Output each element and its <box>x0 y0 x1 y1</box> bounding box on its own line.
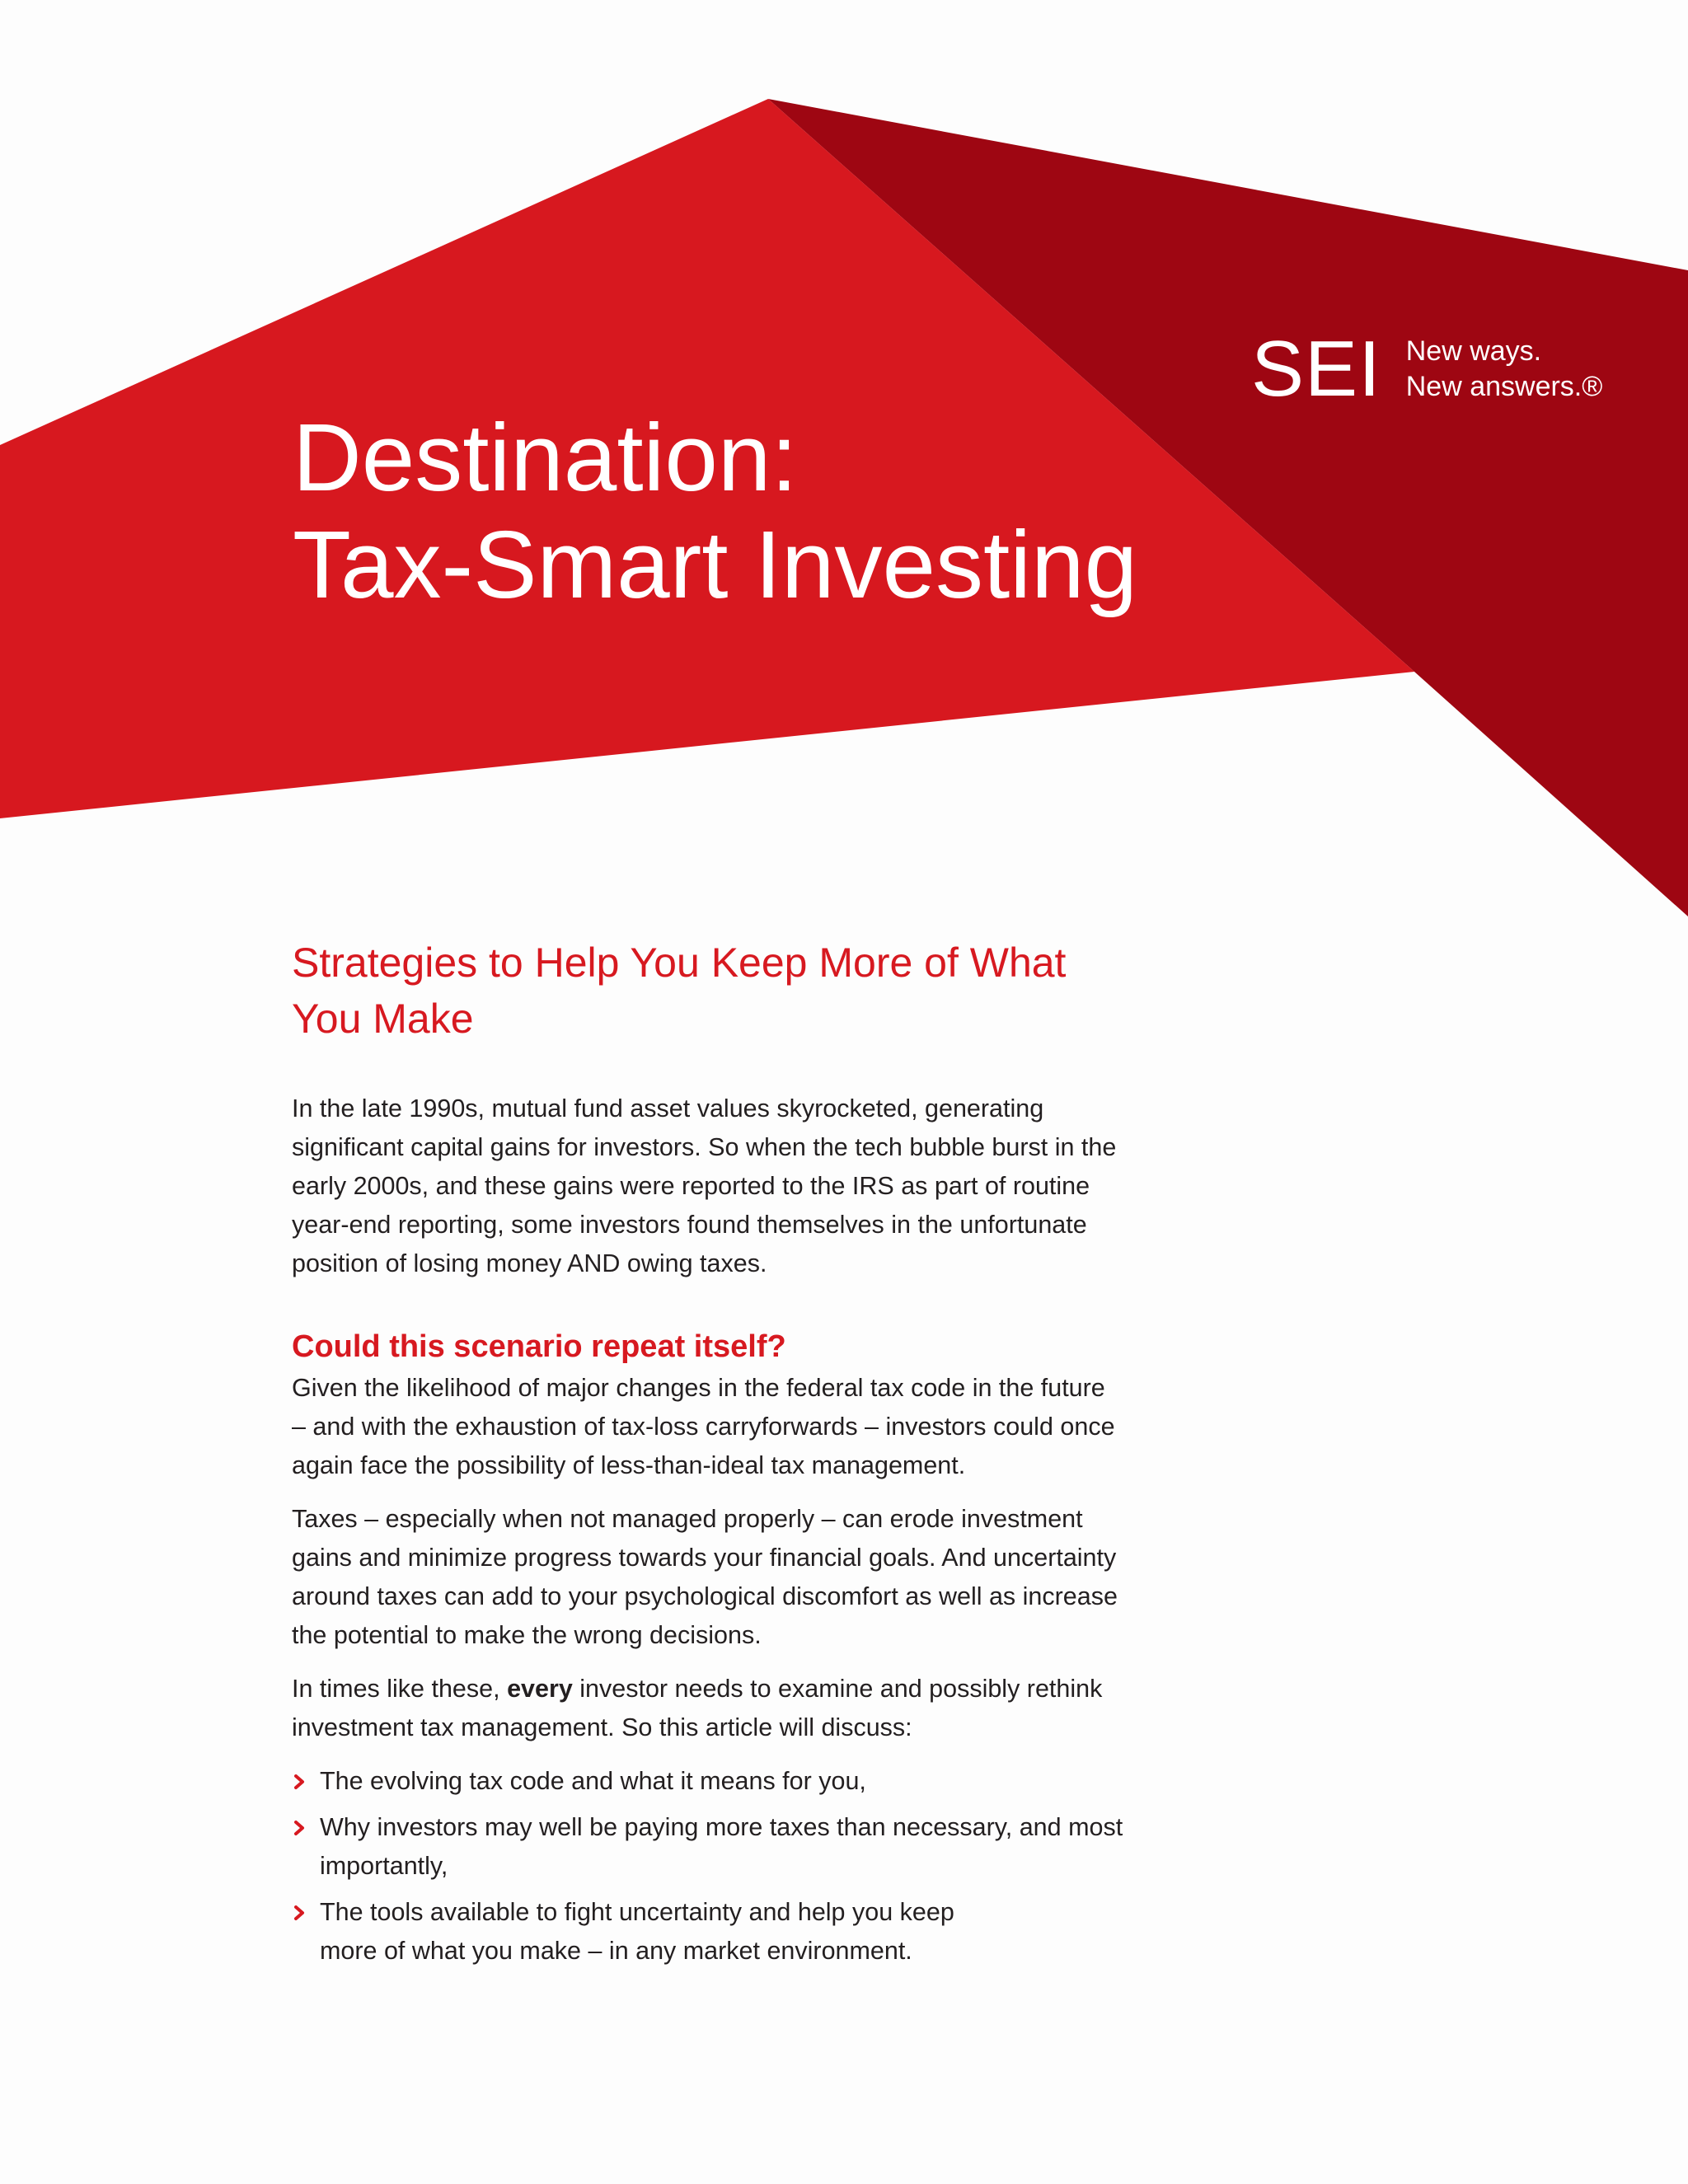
text-line: Taxes – especially when not managed properly – can erode investment <box>292 1505 1083 1533</box>
text-line: significant capital gains for investors. So when the tech bubble burst in the <box>292 1133 1117 1161</box>
chevron-right-icon <box>292 1762 308 1801</box>
article-subtitle-line-2: You Make <box>292 996 474 1042</box>
page-title-line-1: Destination: <box>293 404 798 511</box>
text-line: early 2000s, and these gains were reported to the IRS as part of routine <box>292 1172 1090 1200</box>
list-item-text: The tools available to fight uncertainty and help you keep <box>320 1898 954 1926</box>
article-subtitle <box>292 935 1198 1047</box>
logo-tagline-line-1: New ways. <box>1405 335 1542 367</box>
list-item <box>292 1762 1198 1801</box>
chevron-right-icon <box>292 1808 308 1847</box>
text-line: position of losing money AND owing taxes. <box>292 1249 767 1277</box>
section-paragraph-2 <box>292 1500 1198 1655</box>
text-line: year-end reporting, some investors found themselves in the unfortunate <box>292 1211 1087 1239</box>
logo-wordmark: SEI <box>1251 325 1381 413</box>
emphasis-text: every <box>507 1675 573 1703</box>
page-title-line-2: Tax-Smart Investing <box>293 511 1138 618</box>
text-segment: In times like these, <box>292 1675 508 1703</box>
text-line: again face the possibility of less-than-ideal tax management. <box>292 1451 966 1479</box>
sei-logo <box>1251 325 1603 413</box>
logo-tagline-line-2: New answers.® <box>1405 371 1603 402</box>
article-body <box>292 935 1198 1978</box>
text-line: gains and minimize progress towards your financial goals. And uncertainty <box>292 1544 1117 1572</box>
text-line: investment tax management. So this article will discuss: <box>292 1713 912 1741</box>
list-item <box>292 1893 1198 1971</box>
text-segment: investor needs to examine and possibly rethink <box>572 1675 1103 1703</box>
topics-list <box>292 1762 1198 1971</box>
article-subtitle-line-1: Strategies to Help You Keep More of What <box>292 940 1067 986</box>
intro-paragraph <box>292 1090 1198 1283</box>
text-line <box>292 1670 1198 1708</box>
list-item-text: The evolving tax code and what it means for you, <box>320 1767 866 1795</box>
text-line: the potential to make the wrong decisions. <box>292 1621 762 1649</box>
list-item <box>292 1808 1198 1886</box>
list-item-text: Why investors may well be paying more taxes than necessary, and most <box>320 1813 1123 1841</box>
section-paragraph-1 <box>292 1369 1198 1485</box>
text-line: In the late 1990s, mutual fund asset values skyrocketed, generating <box>292 1094 1044 1122</box>
text-line: Given the likelihood of major changes in the federal tax code in the future <box>292 1374 1105 1402</box>
text-line: – and with the exhaustion of tax-loss carryforwards – investors could once <box>292 1413 1115 1441</box>
chevron-right-icon <box>292 1893 308 1932</box>
logo-tagline <box>1406 334 1603 405</box>
list-item-text: more of what you make – in any market environment. <box>320 1937 912 1965</box>
section-paragraph-3 <box>292 1670 1198 1747</box>
text-line: around taxes can add to your psychological discomfort as well as increase <box>292 1582 1118 1610</box>
list-item-text: importantly, <box>320 1852 448 1880</box>
page-title <box>293 404 1137 618</box>
section-heading: Could this scenario repeat itself? <box>292 1329 786 1364</box>
